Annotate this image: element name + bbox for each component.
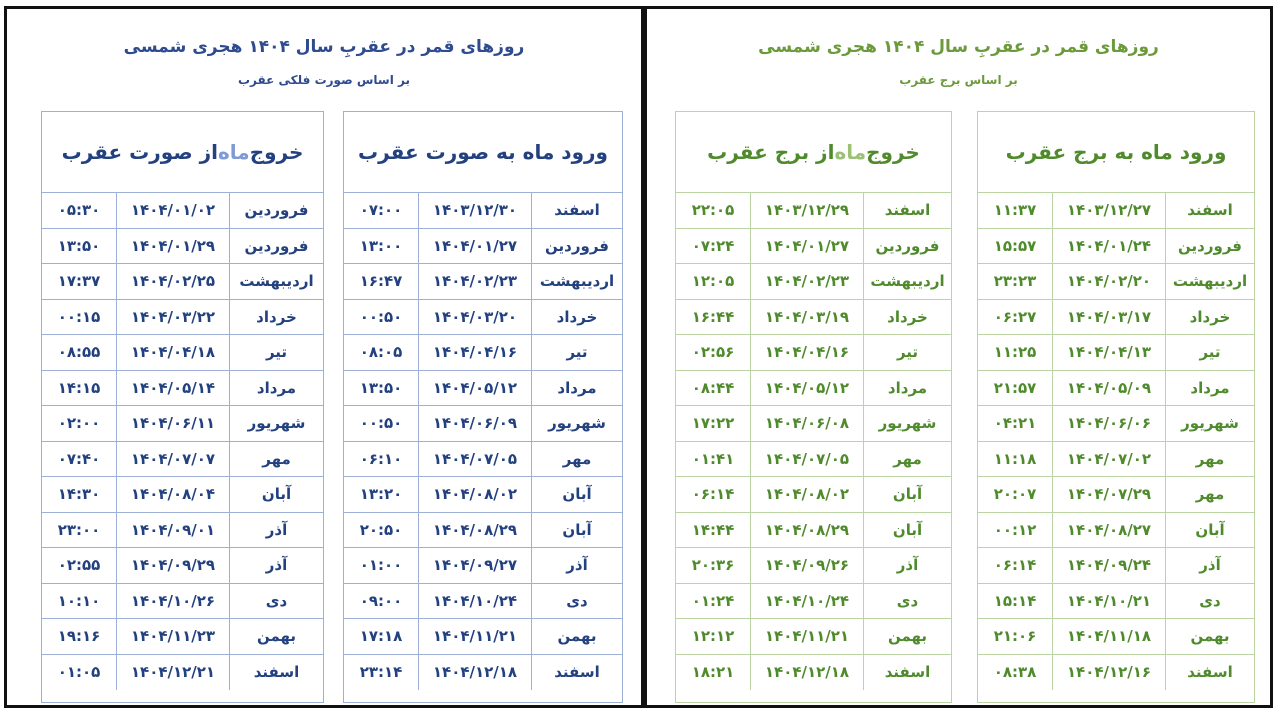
time-cell: ۰۶:۱۴ <box>978 548 1053 583</box>
month-cell: تیر <box>1199 343 1221 362</box>
month-cell: اردیبهشت <box>870 272 945 291</box>
table-body <box>344 192 622 690</box>
month-cell: مرداد <box>887 378 928 397</box>
month-cell: مهر <box>562 449 592 468</box>
table-row <box>676 548 951 584</box>
date-cell: ۱۴۰۴/۰۴/۱۶ <box>751 335 864 370</box>
table-row <box>676 655 951 691</box>
table-row <box>676 335 951 371</box>
table-row <box>42 229 323 265</box>
date-cell: ۱۴۰۴/۱۰/۲۴ <box>751 584 864 619</box>
time-cell: ۰۰:۱۵ <box>42 300 117 335</box>
date-cell: ۱۴۰۴/۰۸/۲۹ <box>419 513 532 548</box>
month-cell: فروردین <box>244 201 309 220</box>
time-cell: ۱۲:۱۲ <box>676 619 751 654</box>
month-cell: دی <box>896 591 919 610</box>
month-cell: اردیبهشت <box>1172 272 1248 291</box>
time-cell: ۱۱:۲۵ <box>978 335 1053 370</box>
time-cell: ۲۰:۳۶ <box>676 548 751 583</box>
exit-table <box>675 111 952 703</box>
month-cell: خرداد <box>256 307 297 326</box>
date-cell: ۱۴۰۴/۰۳/۲۲ <box>117 300 230 335</box>
date-cell: ۱۴۰۴/۰۱/۲۷ <box>419 229 532 264</box>
time-cell: ۱۱:۱۸ <box>978 442 1053 477</box>
time-cell: ۰۴:۲۱ <box>978 406 1053 441</box>
date-cell: ۱۴۰۴/۰۶/۰۹ <box>419 406 532 441</box>
time-cell: ۲۳:۱۴ <box>344 655 419 691</box>
panel-title: روزهای قمر در عقربِ سال ۱۴۰۴ هجری شمسی <box>758 37 1159 57</box>
table-row <box>676 584 951 620</box>
time-cell: ۱۷:۱۸ <box>344 619 419 654</box>
time-cell: ۱۳:۲۰ <box>344 477 419 512</box>
time-cell: ۱۴:۴۴ <box>676 513 751 548</box>
month-cell: اسفند <box>1187 201 1233 220</box>
month-cell: اسفند <box>1187 663 1233 682</box>
month-cell: مرداد <box>1190 378 1230 397</box>
table-body <box>676 192 951 690</box>
month-cell: فروردین <box>244 236 309 255</box>
date-cell: ۱۴۰۴/۰۷/۰۵ <box>751 442 864 477</box>
time-cell: ۱۳:۵۰ <box>344 371 419 406</box>
table-row <box>42 548 323 584</box>
month-cell: مهر <box>1195 449 1225 468</box>
table-row <box>676 229 951 265</box>
month-cell: مرداد <box>256 378 297 397</box>
date-cell: ۱۴۰۴/۰۳/۱۷ <box>1053 300 1166 335</box>
table-body <box>42 192 323 690</box>
date-cell: ۱۴۰۴/۰۶/۱۱ <box>117 406 230 441</box>
table-row <box>676 300 951 336</box>
date-cell: ۱۴۰۴/۰۲/۲۳ <box>751 264 864 299</box>
month-cell: اردیبهشت <box>539 272 615 291</box>
date-cell: ۱۴۰۴/۱۲/۱۶ <box>1053 655 1166 691</box>
entry-table-heading: ورود ماه به صورت عقرب <box>358 140 608 164</box>
date-cell: ۱۴۰۴/۰۴/۱۳ <box>1053 335 1166 370</box>
table-row <box>42 371 323 407</box>
date-cell: ۱۴۰۴/۱۰/۲۱ <box>1053 584 1166 619</box>
date-cell: ۱۴۰۴/۰۴/۱۶ <box>419 335 532 370</box>
table-row <box>676 264 951 300</box>
table-row <box>344 477 622 513</box>
date-cell: ۱۴۰۳/۱۲/۳۰ <box>419 193 532 228</box>
time-cell: ۰۲:۵۵ <box>42 548 117 583</box>
month-cell: فروردین <box>1178 236 1242 255</box>
month-cell: آذر <box>566 556 588 575</box>
time-cell: ۲۲:۰۵ <box>676 193 751 228</box>
table-row <box>344 548 622 584</box>
date-cell: ۱۴۰۴/۱۰/۲۶ <box>117 584 230 619</box>
date-cell: ۱۴۰۴/۰۱/۲۷ <box>751 229 864 264</box>
date-cell: ۱۴۰۴/۰۷/۰۵ <box>419 442 532 477</box>
table-row <box>676 619 951 655</box>
date-cell: ۱۴۰۴/۰۷/۰۷ <box>117 442 230 477</box>
date-cell: ۱۴۰۴/۰۲/۲۰ <box>1053 264 1166 299</box>
month-cell: تیر <box>566 343 588 362</box>
table-row <box>978 406 1254 442</box>
date-cell: ۱۴۰۴/۰۸/۰۲ <box>419 477 532 512</box>
month-cell: خرداد <box>1189 307 1231 326</box>
table-body <box>978 192 1254 690</box>
month-cell: خرداد <box>556 307 598 326</box>
table-row <box>344 513 622 549</box>
panel-zodiac-sign <box>644 6 1273 708</box>
time-cell: ۰۰:۱۲ <box>978 513 1053 548</box>
table-row <box>978 477 1254 513</box>
month-cell: شهریور <box>548 414 606 433</box>
date-cell: ۱۴۰۴/۰۲/۲۵ <box>117 264 230 299</box>
date-cell: ۱۴۰۴/۰۵/۱۴ <box>117 371 230 406</box>
month-cell: خرداد <box>887 307 928 326</box>
time-cell: ۱۱:۳۷ <box>978 193 1053 228</box>
panel-subtitle: بر اساس برج عقرب <box>899 73 1018 87</box>
table-row <box>42 619 323 655</box>
exit-table-heading: خروج ماه از صورت عقرب <box>61 140 304 164</box>
time-cell: ۰۰:۵۰ <box>344 406 419 441</box>
panel-subtitle: بر اساس صورت فلکی عقرب <box>238 73 410 87</box>
date-cell: ۱۴۰۴/۰۹/۲۹ <box>117 548 230 583</box>
table-row <box>978 584 1254 620</box>
date-cell: ۱۴۰۴/۰۶/۰۸ <box>751 406 864 441</box>
date-cell: ۱۴۰۴/۰۹/۲۶ <box>751 548 864 583</box>
table-row <box>676 513 951 549</box>
time-cell: ۰۷:۰۰ <box>344 193 419 228</box>
table-row <box>344 264 622 300</box>
month-cell: دی <box>1199 591 1221 610</box>
time-cell: ۰۲:۵۶ <box>676 335 751 370</box>
time-cell: ۱۵:۵۷ <box>978 229 1053 264</box>
table-row <box>344 406 622 442</box>
time-cell: ۱۲:۰۵ <box>676 264 751 299</box>
table-row <box>344 193 622 229</box>
time-cell: ۰۱:۰۰ <box>344 548 419 583</box>
month-cell: مهر <box>1195 485 1225 504</box>
month-cell: آبان <box>892 520 923 539</box>
table-row <box>42 655 323 691</box>
entry-table <box>343 111 623 703</box>
month-cell: اسفند <box>884 201 931 220</box>
month-cell: شهریور <box>1181 414 1239 433</box>
month-cell: تیر <box>265 343 288 362</box>
table-row <box>42 513 323 549</box>
month-cell: اسفند <box>554 663 600 682</box>
month-cell: فروردین <box>545 236 609 255</box>
time-cell: ۰۶:۱۰ <box>344 442 419 477</box>
time-cell: ۰۲:۰۰ <box>42 406 117 441</box>
date-cell: ۱۴۰۴/۱۱/۲۳ <box>117 619 230 654</box>
month-cell: شهریور <box>247 414 306 433</box>
month-cell: آبان <box>562 520 592 539</box>
time-cell: ۰۸:۵۵ <box>42 335 117 370</box>
date-cell: ۱۴۰۴/۰۷/۰۲ <box>1053 442 1166 477</box>
month-cell: شهریور <box>878 414 937 433</box>
time-cell: ۰۰:۵۰ <box>344 300 419 335</box>
table-row <box>344 584 622 620</box>
month-cell: اسفند <box>554 201 600 220</box>
table-row <box>42 300 323 336</box>
month-cell: اسفند <box>253 663 300 682</box>
table-row <box>344 619 622 655</box>
table-row <box>42 264 323 300</box>
month-cell: اسفند <box>884 663 931 682</box>
time-cell: ۰۱:۰۵ <box>42 655 117 691</box>
table-row <box>344 335 622 371</box>
month-cell: بهمن <box>1190 627 1230 646</box>
date-cell: ۱۴۰۴/۰۳/۲۰ <box>419 300 532 335</box>
entry-table <box>977 111 1255 703</box>
time-cell: ۲۳:۰۰ <box>42 513 117 548</box>
time-cell: ۲۰:۰۷ <box>978 477 1053 512</box>
table-row <box>676 406 951 442</box>
date-cell: ۱۴۰۴/۰۶/۰۶ <box>1053 406 1166 441</box>
table-row <box>676 371 951 407</box>
table-row <box>978 229 1254 265</box>
table-row <box>978 264 1254 300</box>
month-cell: بهمن <box>557 627 597 646</box>
date-cell: ۱۴۰۴/۰۵/۱۲ <box>751 371 864 406</box>
date-cell: ۱۴۰۴/۰۲/۲۳ <box>419 264 532 299</box>
date-cell: ۱۴۰۴/۰۱/۰۲ <box>117 193 230 228</box>
table-row <box>978 193 1254 229</box>
date-cell: ۱۴۰۴/۰۸/۲۹ <box>751 513 864 548</box>
date-cell: ۱۴۰۴/۰۵/۱۲ <box>419 371 532 406</box>
table-row <box>42 477 323 513</box>
exit-table-heading: خروج ماه از برج عقرب <box>707 140 920 164</box>
table-row <box>42 406 323 442</box>
time-cell: ۰۸:۳۸ <box>978 655 1053 691</box>
time-cell: ۰۵:۳۰ <box>42 193 117 228</box>
time-cell: ۲۱:۰۶ <box>978 619 1053 654</box>
exit-table <box>41 111 324 703</box>
time-cell: ۰۷:۲۴ <box>676 229 751 264</box>
date-cell: ۱۴۰۴/۰۷/۲۹ <box>1053 477 1166 512</box>
month-cell: دی <box>566 591 588 610</box>
table-row <box>42 442 323 478</box>
table-row <box>344 442 622 478</box>
date-cell: ۱۴۰۴/۰۱/۲۴ <box>1053 229 1166 264</box>
table-row <box>978 442 1254 478</box>
date-cell: ۱۴۰۴/۰۸/۲۷ <box>1053 513 1166 548</box>
table-row <box>344 371 622 407</box>
month-cell: آذر <box>265 520 288 539</box>
date-cell: ۱۴۰۴/۱۲/۱۸ <box>751 655 864 691</box>
date-cell: ۱۴۰۳/۱۲/۲۷ <box>1053 193 1166 228</box>
time-cell: ۰۷:۴۰ <box>42 442 117 477</box>
time-cell: ۱۳:۵۰ <box>42 229 117 264</box>
time-cell: ۰۶:۱۴ <box>676 477 751 512</box>
month-cell: مهر <box>262 449 291 468</box>
time-cell: ۰۸:۰۵ <box>344 335 419 370</box>
time-cell: ۱۰:۱۰ <box>42 584 117 619</box>
time-cell: ۰۱:۲۴ <box>676 584 751 619</box>
date-cell: ۱۴۰۴/۰۸/۰۴ <box>117 477 230 512</box>
table-row <box>344 655 622 691</box>
month-cell: تیر <box>896 343 919 362</box>
table-row <box>978 300 1254 336</box>
month-cell: آذر <box>896 556 919 575</box>
table-row <box>978 548 1254 584</box>
table-row <box>42 584 323 620</box>
time-cell: ۱۶:۴۷ <box>344 264 419 299</box>
table-row <box>42 193 323 229</box>
time-cell: ۱۴:۱۵ <box>42 371 117 406</box>
date-cell: ۱۴۰۴/۱۱/۲۱ <box>751 619 864 654</box>
date-cell: ۱۴۰۴/۱۱/۱۸ <box>1053 619 1166 654</box>
table-row <box>676 442 951 478</box>
time-cell: ۱۴:۳۰ <box>42 477 117 512</box>
time-cell: ۰۱:۴۱ <box>676 442 751 477</box>
month-cell: اردیبهشت <box>239 272 314 291</box>
table-row <box>344 229 622 265</box>
month-cell: مهر <box>893 449 922 468</box>
date-cell: ۱۴۰۴/۰۵/۰۹ <box>1053 371 1166 406</box>
time-cell: ۱۸:۲۱ <box>676 655 751 691</box>
time-cell: ۱۷:۲۲ <box>676 406 751 441</box>
table-row <box>676 193 951 229</box>
date-cell: ۱۴۰۴/۱۲/۱۸ <box>419 655 532 691</box>
time-cell: ۱۵:۱۴ <box>978 584 1053 619</box>
date-cell: ۱۴۰۴/۰۹/۰۱ <box>117 513 230 548</box>
date-cell: ۱۴۰۴/۰۱/۲۹ <box>117 229 230 264</box>
month-cell: بهمن <box>256 627 297 646</box>
month-cell: آذر <box>1199 556 1221 575</box>
time-cell: ۰۹:۰۰ <box>344 584 419 619</box>
panel-constellation <box>4 6 644 708</box>
month-cell: آبان <box>1195 520 1225 539</box>
table-row <box>978 655 1254 691</box>
table-row <box>344 300 622 336</box>
time-cell: ۱۷:۳۷ <box>42 264 117 299</box>
date-cell: ۱۴۰۴/۰۹/۲۴ <box>1053 548 1166 583</box>
panel-title: روزهای قمر در عقربِ سال ۱۴۰۴ هجری شمسی <box>123 37 525 57</box>
table-row <box>978 513 1254 549</box>
month-cell: آبان <box>562 485 592 504</box>
time-cell: ۰۸:۴۴ <box>676 371 751 406</box>
month-cell: مرداد <box>557 378 597 397</box>
month-cell: دی <box>265 591 288 610</box>
month-cell: آبان <box>261 485 292 504</box>
entry-table-heading: ورود ماه به برج عقرب <box>1005 140 1227 164</box>
table-row <box>978 619 1254 655</box>
date-cell: ۱۴۰۴/۰۹/۲۷ <box>419 548 532 583</box>
time-cell: ۱۹:۱۶ <box>42 619 117 654</box>
date-cell: ۱۴۰۳/۱۲/۲۹ <box>751 193 864 228</box>
time-cell: ۰۶:۲۷ <box>978 300 1053 335</box>
date-cell: ۱۴۰۴/۱۲/۲۱ <box>117 655 230 691</box>
time-cell: ۲۳:۲۳ <box>978 264 1053 299</box>
date-cell: ۱۴۰۴/۱۱/۲۱ <box>419 619 532 654</box>
table-row <box>978 371 1254 407</box>
table-row <box>978 335 1254 371</box>
month-cell: بهمن <box>887 627 928 646</box>
time-cell: ۱۶:۴۴ <box>676 300 751 335</box>
time-cell: ۱۳:۰۰ <box>344 229 419 264</box>
time-cell: ۲۱:۵۷ <box>978 371 1053 406</box>
date-cell: ۱۴۰۴/۰۳/۱۹ <box>751 300 864 335</box>
table-row <box>676 477 951 513</box>
month-cell: آذر <box>265 556 288 575</box>
date-cell: ۱۴۰۴/۱۰/۲۴ <box>419 584 532 619</box>
date-cell: ۱۴۰۴/۰۸/۰۲ <box>751 477 864 512</box>
table-row <box>42 335 323 371</box>
time-cell: ۲۰:۵۰ <box>344 513 419 548</box>
month-cell: فروردین <box>875 236 940 255</box>
date-cell: ۱۴۰۴/۰۴/۱۸ <box>117 335 230 370</box>
month-cell: آبان <box>892 485 923 504</box>
